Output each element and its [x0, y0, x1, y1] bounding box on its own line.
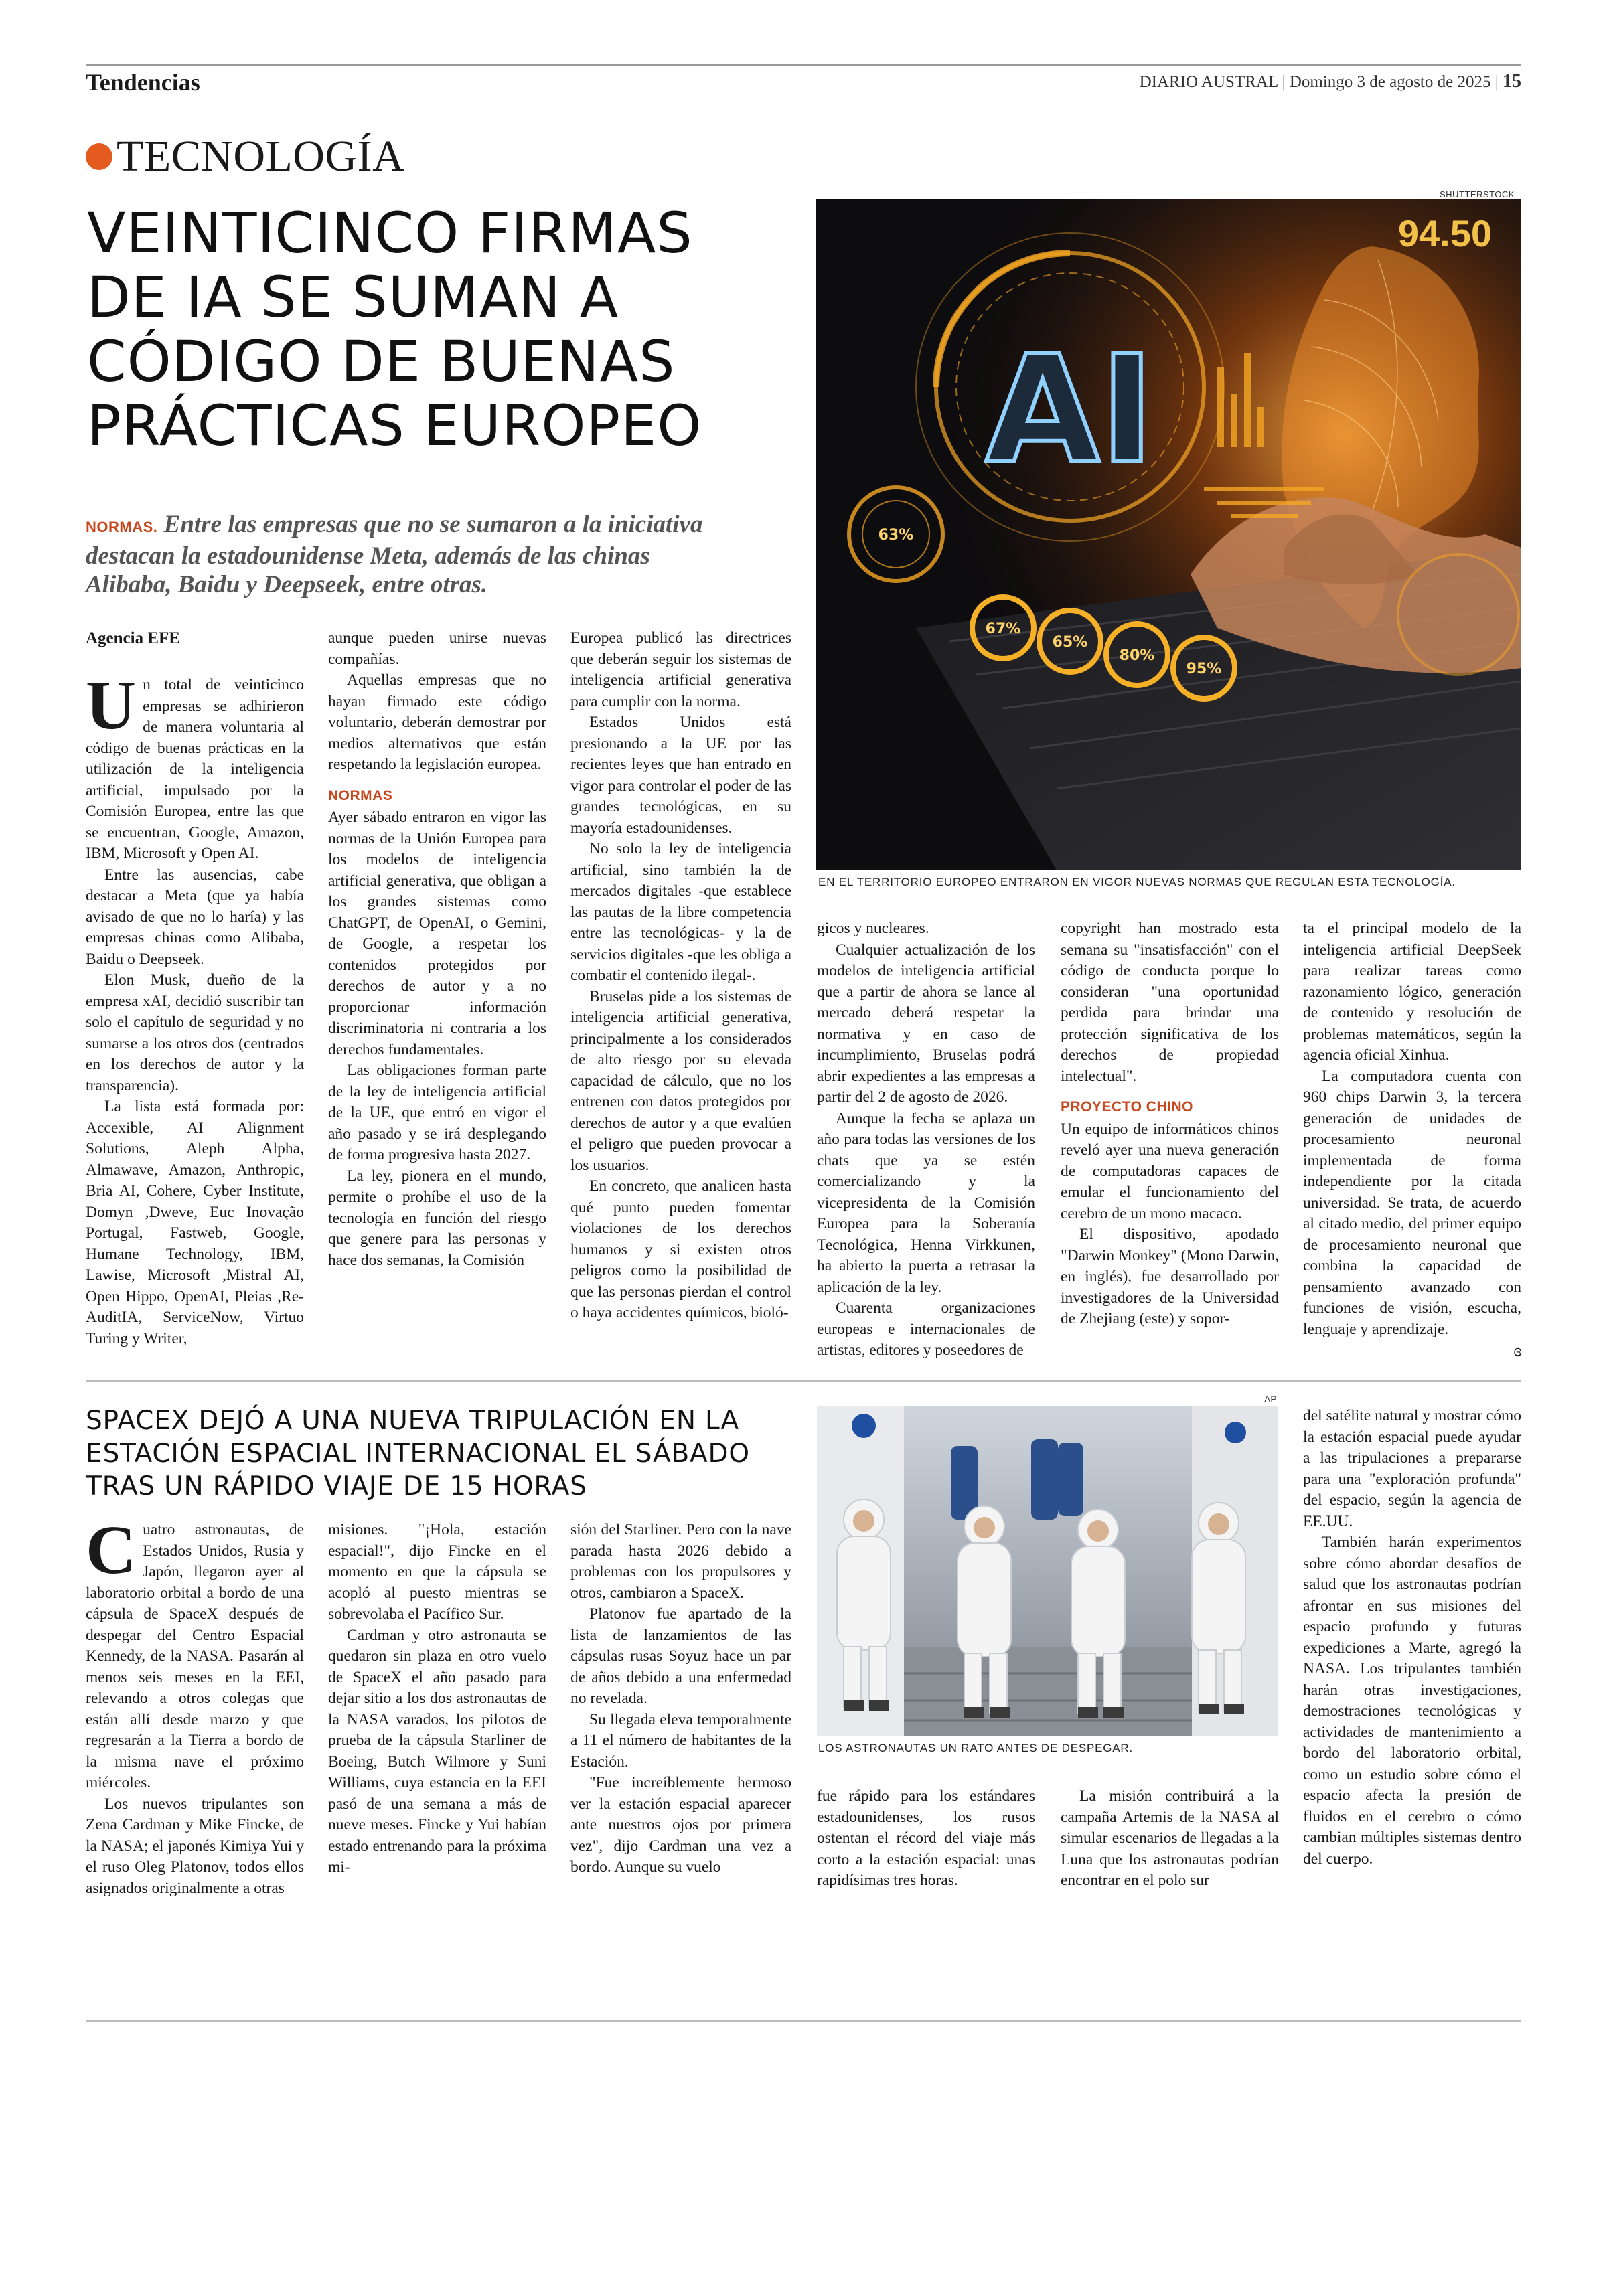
headline-line: SPACEX DEJÓ A UNA NUEVA TRIPULACIÓN EN LA [86, 1406, 739, 1436]
astronauts-photo [817, 1406, 1278, 1736]
story2-col6: del satélite natural y mostrar cómo la estación espacial puede ayudar a las tripulaciones a prepararse para una "exploración profunda" del espacio, según la agencia de EE.UU. También harán experimentos sobre cómo abordar desafíos de salud que los astronautas podrían afrontar en sus misiones del espacio profundo y futuras expediciones a Marte, agregó la NASA. Los tripulantes también harán otras investigaciones, demostraciones tecnológicas y actividades de mantenimiento a bordo del laboratorio orbital, como un estudio sobre cómo el espacio afecta la presión de fluidos en el cerebro o cómo cambian múltiples sistemas dentro del cuerpo. [1303, 1407, 1521, 1868]
gauge-label: 65% [1052, 634, 1088, 651]
story2-col1: C uatro astronautas, de Estados Unidos, Rusia y Japón, llegaron ayer al laboratorio orbital a bordo de una cápsula de SpaceX después de despegar del Centro Espacial Kennedy, de la NASA. Pasarán al menos seis meses en la EEI, relevando a otros colegas que están allí desde marzo y que regresarán a la Tierra a bordo de la misma nave el próximo miércoles. Los nuevos tripulantes son Zena Cardman y Mike Fincke, de la NASA; el japonés Kimiya Yui y el ruso Oleg Platonov, todos ellos asignados originalmente a otras [86, 1511, 304, 1897]
story1-col3: Europea publicó las directrices que deberán seguir los sistemas de inteligencia artificial generativa para cumplir con la norma. Estados Unidos está presionando a la UE por las recientes leyes que han entrado en vigor para controlar el poder de las grandes tecnológicas, en su mayoría estadounidenses. No solo la ley de inteligencia artificial, sino también la de mercados digitales -que establece las pautas de la libre competencia entre las tecnológicas- y la de servicios digitales -que les obliga a combatir el contenido ilegal-. Bruselas pide a los sistemas de inteligencia artificial generativa, principalmente a los considerados de alto riesgo por su elevada capacidad de cálculo, que no los entrenen con datos protegidos por derechos de autor y a que evalúen el peligro que pueden provocar a los usuarios. En concreto, que analicen hasta qué punto pueden fomentar violaciones de los derechos humanos y si existen otros peligros como la posibilidad de que las personas pierdan el control o haya accidentes químicos, bioló- [570, 629, 791, 1321]
headline [87, 201, 783, 458]
story1-col6: ta el principal modelo de la inteligencia artificial DeepSeek para realizar tareas como razonamiento lógico, generación de contenido y resolución de problemas matemáticos, según la agencia oficial Xinhua. La computadora cuenta con 960 chips Darwin 3, la tercera generación de unidades de procesamiento neuronal implementada de forma independiente por la citada universidad. Se trata, de acuerdo al citado medio, del primer equipo de procesamiento neuronal que combina la capacidad de pensamiento avanzado con funciones de visión, escucha, lenguaje y aprendizaje. ɞ [1303, 920, 1521, 1360]
subhead: NORMAS [328, 787, 393, 803]
headline-line: CÓDIGO DE BUENAS [87, 329, 676, 394]
gauge-label: 80% [1119, 647, 1155, 664]
gauge-label: 95% [1186, 661, 1222, 677]
byline: Agencia EFE [86, 629, 180, 647]
photo-credit: SHUTTERSTOCK [1440, 189, 1515, 199]
kicker: TECNOLOGÍA [86, 131, 404, 182]
story1-col5: copyright han mostrado esta semana su "insatisfacción" con el código de conducta porque lo consideran "una oportunidad perdida para brindar una protección significativa de los derechos de propiedad intelectual". PROYECTO CHINO Un equipo de informáticos chinos reveló ayer una nueva generación de computadoras capaces de emular el funcionamiento del cerebro de un mono macaco. El dispositivo, apodado "Darwin Monkey" (Mono Darwin, en inglés), fue desarrollado por investigadores de la Universidad de Zhejiang (este) y sopor- [1061, 920, 1279, 1327]
date: Domingo 3 de agosto de 2025 [1289, 73, 1491, 91]
section-label: Tendencias [86, 69, 200, 96]
headline-line: VEINTICINCO FIRMAS [87, 200, 693, 266]
kicker-dot-icon [86, 143, 112, 170]
deck: NORMAS. Entre las empresas que no se sumaron a la iniciativa destacan la estadounidense Meta, además de las chinas Alibaba, Baidu y Deepseek, entre otras. [86, 511, 703, 598]
gauge-label: 67% [985, 621, 1021, 637]
headline-line: ESTACIÓN ESPACIAL INTERNACIONAL EL SÁBADO [86, 1439, 750, 1469]
headline-line: DE IA SE SUMAN A [87, 264, 619, 330]
story2-col5: La misión contribuirá a la campaña Artemis de la NASA al simular escenarios de llegadas a la Luna que los astronautas podrían encontrar en el polo sur [1061, 1787, 1279, 1889]
drop-cap: C [86, 1511, 137, 1588]
ai-logo-text: AI [985, 324, 1155, 495]
photo-credit-2: AP [1264, 1394, 1277, 1404]
folio: DIARIO AUSTRAL | Domingo 3 de agosto de 2025 | 15 [1139, 71, 1521, 92]
page-number: 15 [1503, 71, 1521, 92]
photo-caption: EN EL TERRITORIO EUROPEO ENTRARON EN VIGOR NUEVAS NORMAS QUE REGULAN ESTA TECNOLOGÍA. [818, 876, 1456, 888]
subhead: PROYECTO CHINO [1061, 1099, 1193, 1115]
end-mark-icon: ɞ [1513, 1341, 1521, 1360]
story1-col4: gicos y nucleares. Cualquier actualización de los modelos de inteligencia artificial que a partir de ahora se lance al mercado deberá respetar la normativa y en caso de incumplimiento, Bruselas podrá abrir expedientes a las empresas a partir del 2 de agosto de 2026. Aunque la fecha se aplaza un año para todas las versiones de los chats que ya se estén comercializando y la vicepresidenta de la Comisión Europea para la Soberanía Tecnológica, Henna Virkkunen, ha abierto la puerta a retrasar la aplicación de la ley. Cuarenta organizaciones europeas e internacionales de artistas, editores y poseedores de [817, 920, 1035, 1359]
ai-photo [816, 199, 1521, 870]
price-readout: 94.50 [1397, 212, 1492, 254]
masthead: DIARIO AUSTRAL [1139, 73, 1278, 91]
headline-line: PRÁCTICAS EUROPEO [87, 393, 702, 459]
story1-col1: U n total de veinticinco empresas se adhirieron de manera voluntaria al código de buenas prácticas en la utilización de la inteligencia artificial, impulsado por la Comisión Europea, entre las que se encuentran, Google, Amazon, IBM, Microsoft y Open AI. Entre las ausencias, cabe destacar a Meta (que ya había avisado de que no lo haría) y las empresas chinas como Alibaba, Baidu o Deepseek. Elon Musk, dueño de la empresa xAI, decidió suscribir tan solo el capítulo de seguridad y no sumarse a los otros dos (centrados en los derechos de autor y la transparencia). La lista está formada por: Accexible, AI Alignment Solutions, Aleph Alpha, Almawave, Amazon, Anthropic, Bria AI, Cohere, Cyber Institute, Domyn ,Dweve, Euc Inovação Portugal, Fastweb, Google, Humane Technology, IBM, Lawise, Microsoft ,Mistral AI, Open Hippo, OpenAI, Pleias ,Re-AuditIA, ServiceNow, Virtuo Turing y Writer, [86, 667, 304, 1347]
story2-col2: misiones. "¡Hola, estación espacial!", dijo Fincke en el momento en que la cápsula se acopló al puesto mientras se sobrevolaba el Pacífico Sur. Cardman y otro astronauta se quedaron sin plaza en otro vuelo de SpaceX el año pasado para dejar sitio a los dos astronautas de la NASA varados, los pilotos de prueba de la cápsula Starliner de Boeing, Butch Wilmore y Suni Williams, cuya estancia en la EEI pasó de una semana a más de nueve meses. Fincke y Yui habían estado entrenando para la próxima mi- [328, 1521, 546, 1876]
story1-col2: aunque pueden unirse nuevas compañías. Aquellas empresas que no hayan firmado este código voluntario, deberán demostrar por medios alternativos que están respetando la legislación europea. NORMAS Ayer sábado entraron en vigor las normas de la Unión Europea para los modelos de inteligencia artificial generativa, que obligan a los grandes sistemas como ChatGPT, de OpenAI, o Gemini, de Google, a respetar los contenidos protegidos por derechos de autor y a no proporcionar información discriminatoria ni contraria a los derechos fundamentales. Las obligaciones forman parte de la ley de inteligencia artificial de la UE, que entró en vigor el año pasado y se irá desplegando de forma progresiva hasta 2027. La ley, pionera en el mundo, permite o prohíbe el uso de la tecnología en función del riesgo que genere para las personas y hace dos semanas, la Comisión [328, 629, 546, 1269]
story2-col4: fue rápido para los estándares estadounidenses, los rusos ostentan el récord del viaje más corto a la estación espacial: unas rapidísimas tres horas. [817, 1787, 1035, 1889]
photo-caption-2: LOS ASTRONAUTAS UN RATO ANTES DE DESPEGAR. [818, 1742, 1134, 1754]
gauge-label: 63% [878, 527, 914, 544]
deck-label: NORMAS. [86, 519, 158, 536]
headline-line: TRAS UN RÁPIDO VIAJE DE 15 HORAS [86, 1471, 587, 1501]
headline-2 [86, 1404, 816, 1503]
drop-cap: U [86, 667, 137, 744]
story2-col3: sión del Starliner. Pero con la nave parada hasta 2026 debido a problemas con los propulsores y otros, cambiaron a SpaceX. Platonov fue apartado de la lista de lanzamientos de las cápsulas rusas Soyuz hace un par de años debido a una enfermedad no revelada. Su llegada eleva temporalmente a 11 el número de habitantes de la Estación. "Fue increíblemente hermoso ver la estación espacial aparecer ante nuestros ojos por primera vez", dijo Cardman una vez a bordo. Aunque su vuelo [570, 1521, 791, 1876]
